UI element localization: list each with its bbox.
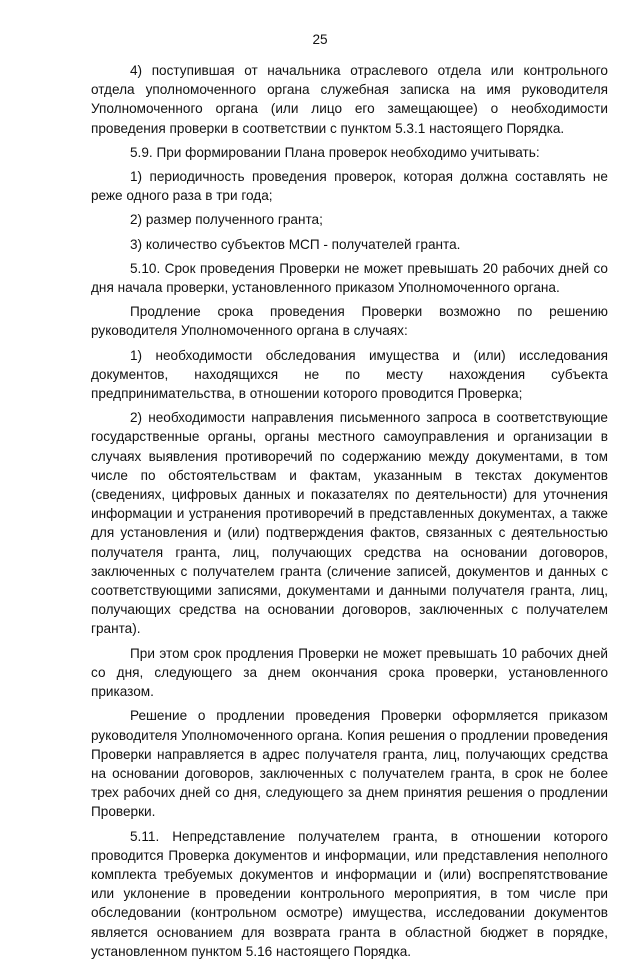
list-item-written-request: 2) необходимости направления письменного запроса в соответствующие государственные органы, органы местного самоуправления и организации в случаях выявления противоречий по содержанию между документами, в том числе по обстоятельствам и фактам, указанным в текстах документов (сведениях, цифровых данных и показателях по деятельности) для уточнения информации и устранения противоречий в представленных документах, а также для установления и (или) подтверждения фактов, связанных с деятельностью получателя гранта, лиц, получающих средства на основании договоров, заключенных с получателем гранта (сличение записей, документов и данных с соответствующими записями, документами и данными получателя гранта, лиц, получающих средства на основании договоров, заключенных с получателем гранта). [91,410,608,637]
paragraph-5-11: 5.11. Непредставление получателем гранта, в отношении которого проводится Проверка документов и информации, или представления неполного комплекта требуемых документов и информации и (или) воспрепятствование или уклонение в проведении контрольного мероприятия, в том числе при обследовании (контрольном осмотре) имущества, исследовании документов является основанием для возврата гранта в областной бюджет в порядке, установленном пунктом 5.16 настоящего Порядка. [91,828,608,959]
paragraph-extension-cases: Продление срока проведения Проверки возможно по решению руководителя Уполномоченного органа в случаях: [91,304,608,339]
paragraph-5-9: 5.9. При формировании Плана проверок необходимо учитывать: [130,144,540,160]
page-number: 25 [312,32,328,47]
list-item-grant-size: 2) размер полученного гранта; [130,212,323,228]
paragraph-extension-decision: Решение о продлении проведения Проверки оформляется приказом руководителя Уполномоченного органа. Копия решения о продлении проведения Проверки направляется в адрес получателя гранта, лиц, получающих средства на основании договоров, заключенных с получателем гранта, в срок не более трех рабочих дней со дня, следующего за днем принятия решения о продлении Проверки. [91,708,608,820]
list-item-property-inspection: 1) необходимости обследования имущества и (или) исследования документов, находящихся не по месту нахождения субъекта предпринимательства, в отношении которого проводится Проверка; [91,347,608,402]
list-item-msp-count: 3) количество субъектов МСП - получателей гранта. [130,236,461,252]
document-body [91,61,608,961]
paragraph-extension-limit: При этом срок продления Проверки не может превышать 10 рабочих дней со дня, следующего за днем окончания срока проверки, установленного приказом. [91,645,608,700]
list-item-periodicity: 1) периодичность проведения проверок, которая должна составлять не реже одного раза в три года; [91,169,608,204]
paragraph-5-10: 5.10. Срок проведения Проверки не может превышать 20 рабочих дней со дня начала проверки, установленного приказом Уполномоченного органа. [91,260,608,296]
paragraph-item-4: 4) поступившая от начальника отраслевого отдела или контрольного отдела уполномоченного органа служебная записка на имя руководителя Уполномоченного органа (или лицо его замещающее) о необходимости проведения проверки в соответствии с пунктом 5.3.1 настоящего Порядка. [91,63,608,136]
